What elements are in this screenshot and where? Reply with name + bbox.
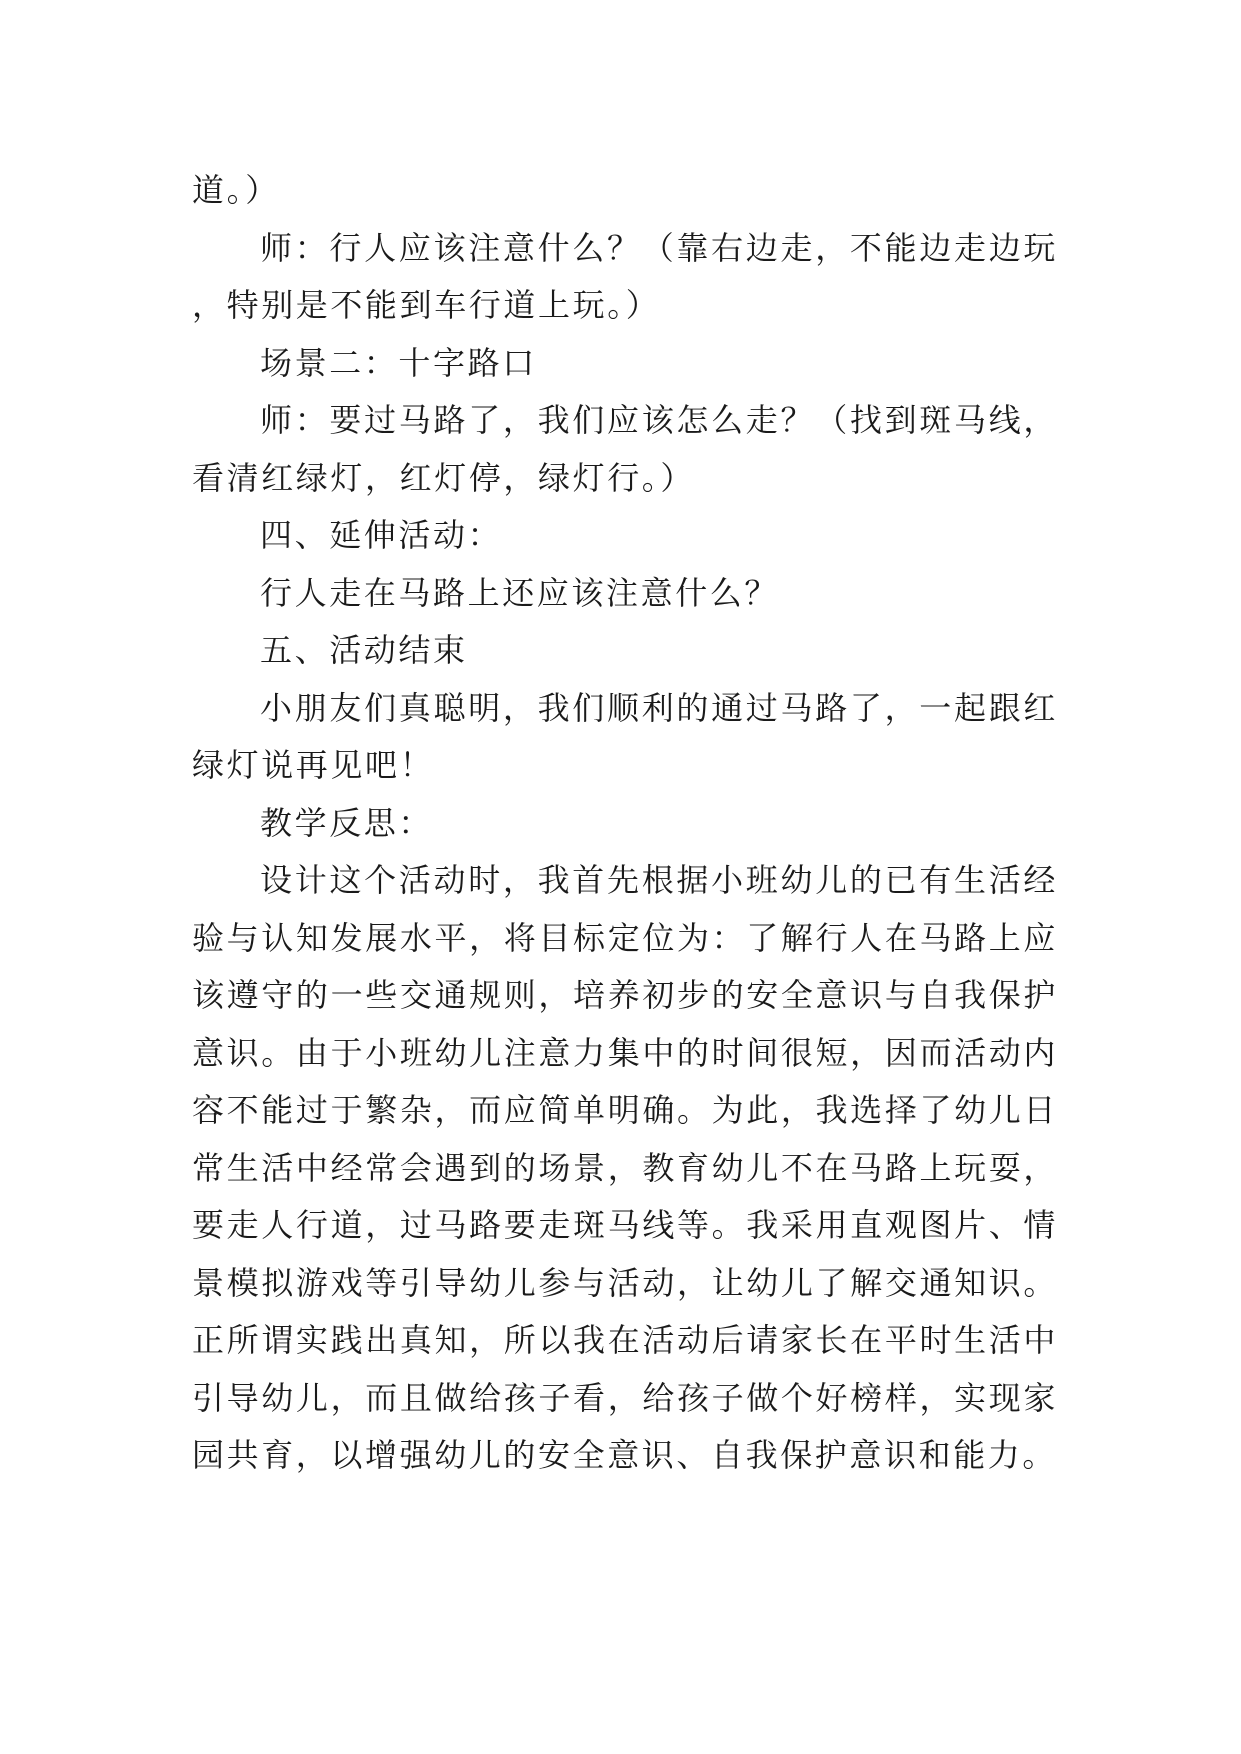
paragraph-ending: 小朋友们真聪明，我们顺利的通过马路了，一起跟红绿灯说再见吧！	[192, 688, 1058, 784]
paragraph-teacher-question-pedestrian: 师：行人应该注意什么？（靠右边走，不能边走边玩，特别是不能到车行道上玩。）	[192, 228, 1058, 324]
paragraph-extension-question: 行人走在马路上还应该注意什么？	[260, 573, 780, 612]
paragraph-continuation: 道。）	[192, 171, 280, 209]
section-heading-ending: 五、活动结束	[260, 631, 468, 669]
paragraph-scene-two: 场景二：十字路口	[260, 343, 537, 382]
section-heading-extension: 四、延伸活动：	[260, 516, 503, 554]
document-body	[192, 162, 1058, 1485]
paragraph-teacher-question-crossing: 师：要过马路了，我们应该怎么走？（找到斑马线，看清红绿灯，红灯停，绿灯行。）	[192, 401, 1058, 497]
section-heading-reflection: 教学反思：	[260, 803, 434, 842]
paragraph-reflection: 设计这个活动时，我首先根据小班幼儿的已有生活经验与认知发展水平，将目标定位为：了解行人在马路上应该遵守的一些交通规则，培养初步的安全意识与自我保护意识。由于小班幼儿注意力集中的时间很短，因而活动内容不能过于繁杂，而应简单明确。为此，我选择了幼儿日常生活中经常会遇到的场景，教育幼儿不在马路上玩耍，要走人行道，过马路要走斑马线等。我采用直观图片、情景模拟游戏等引导幼儿参与活动，让幼儿了解交通知识。正所谓实践出真知，所以我在活动后请家长在平时生活中引导幼儿，而且做给孩子看，给孩子做个好榜样，实现家园共育，以增强幼儿的安全意识、自我保护意识和能力。	[192, 861, 1058, 1474]
